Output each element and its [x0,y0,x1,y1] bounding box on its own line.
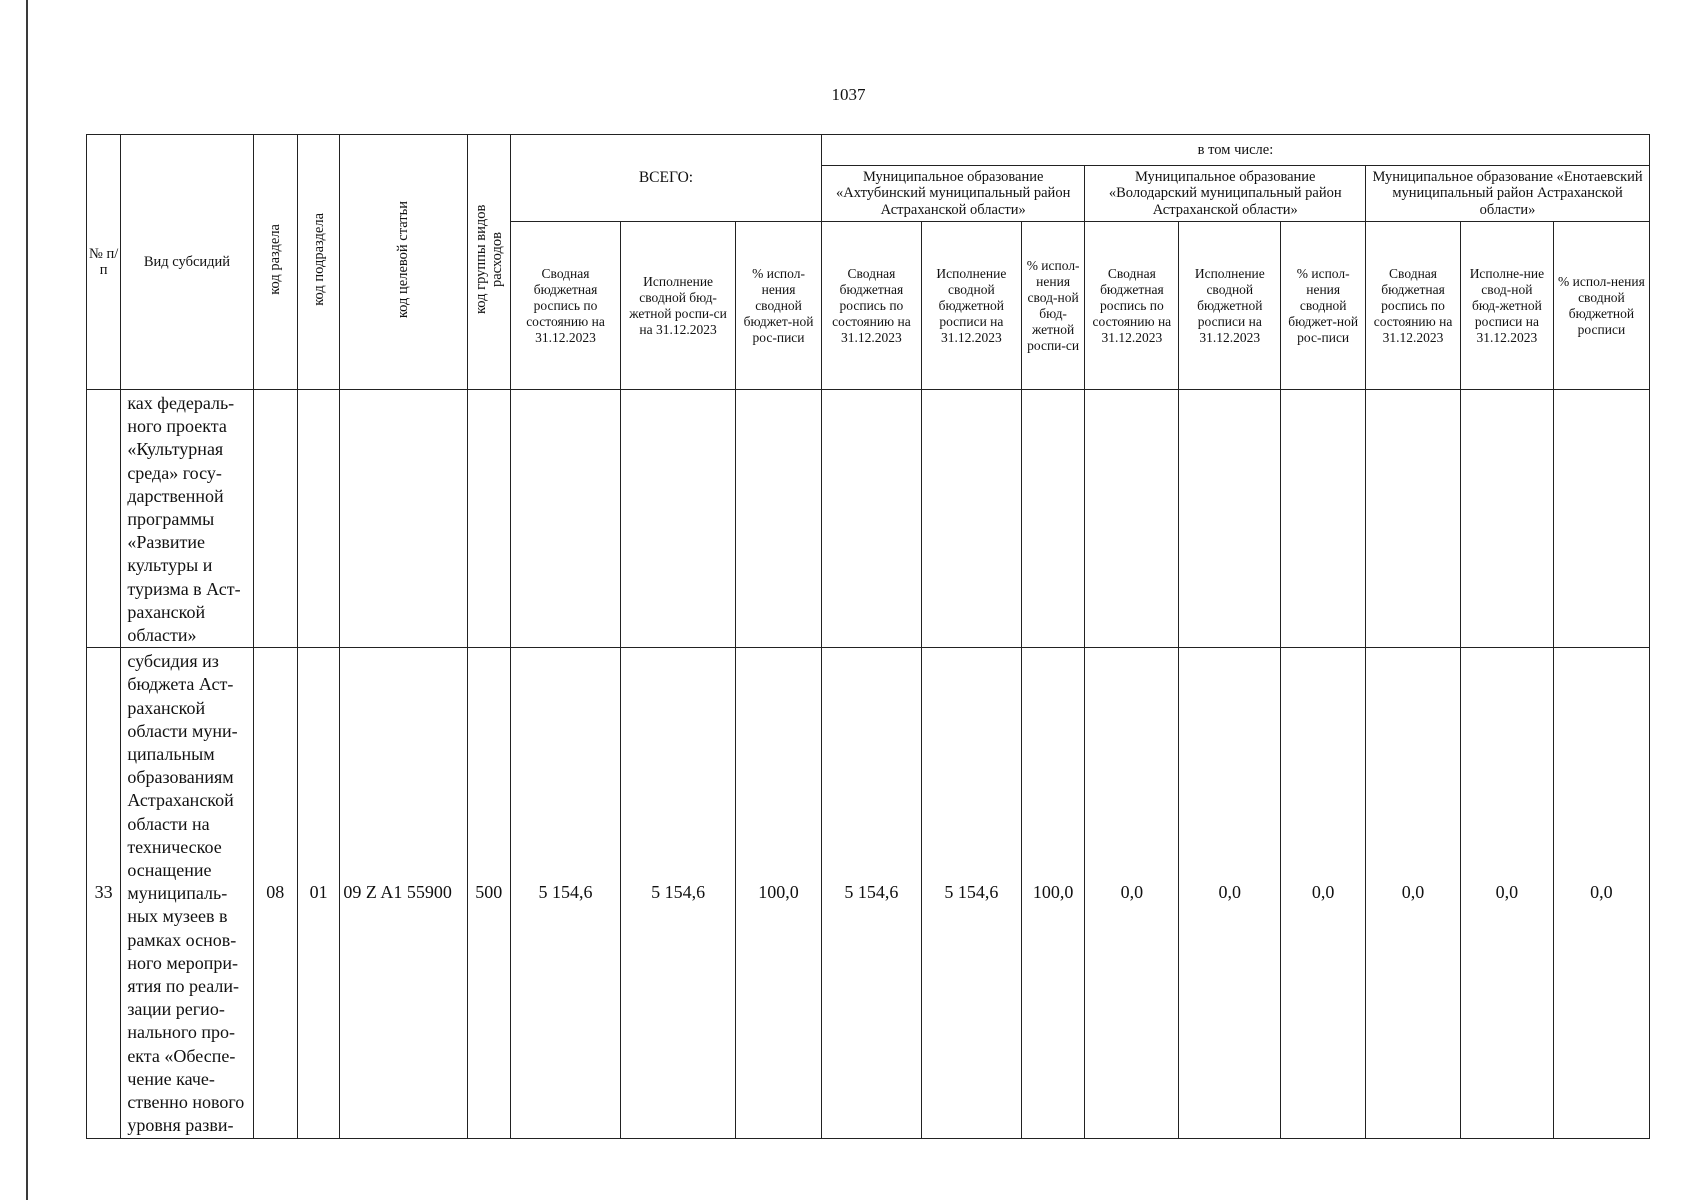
row-m2-budget: 0,0 [1085,648,1179,1138]
header-m2-percent: % испол-нения сводной бюджет-ной рос-писи [1281,222,1366,390]
header-subsection-code: код подраздела [310,213,327,306]
table-row [87,390,1650,648]
header-subsection-code-cell [297,135,339,390]
subsidy-line: зации регио- [127,999,225,1020]
row-m3-budget [1366,390,1461,648]
subsidy-line: нального про- [127,1022,235,1043]
row-m1-budget [821,390,921,648]
row-m1-percent [1021,390,1085,648]
row-expense-group [467,390,510,648]
header-municipality-volodarsky: Муниципальное образование «Володарский муниципальный район Астраханской области» [1085,166,1366,222]
row-expense-group: 500 [467,648,510,1138]
subsidy-table [86,134,1650,1139]
header-section-code-cell [253,135,297,390]
subsidy-line: ного проекта [127,416,227,437]
subsidy-line: программы [127,509,215,530]
row-subsection-code: 01 [297,648,339,1138]
row-m2-execution: 0,0 [1179,648,1281,1138]
subsidy-line: образованиям [127,767,234,788]
header-m3-percent: % испол-нения сводной бюджетной росписи [1553,222,1649,390]
table-row [87,648,1650,1138]
subsidy-line: ного меропри- [127,952,239,973]
subsidy-line: бюджета Аст- [127,674,234,695]
row-m3-execution [1460,390,1553,648]
header-municipality-enotaevsky: Муниципальное образование «Енотаевский муниципальный район Астраханской области» [1366,166,1650,222]
subsidy-line: области муни- [127,720,238,741]
row-section-code: 08 [253,648,297,1138]
subsidy-line: рамках основ- [127,929,237,950]
row-subsidy-type [121,390,253,648]
header-total-percent: % испол-нения сводной бюджет-ной рос-писи [736,222,822,390]
subsidy-line: раханской [127,601,206,622]
header-municipality-akhtubinsky: Муниципальное образование «Ахтубинский муниципальный район Астраханской области» [821,166,1084,222]
row-target-code [340,390,467,648]
header-m1-execution: Исполнение сводной бюджетной росписи на 31.12.2023 [921,222,1021,390]
subsidy-line: ципальным [127,744,215,765]
header-section-code: код раздела [267,224,284,295]
row-num [87,390,121,648]
subsidy-line: культуры и [127,555,213,576]
subsidy-line: уровня разви- [127,1115,234,1136]
row-m2-percent [1281,390,1366,648]
row-total-percent: 100,0 [736,648,822,1138]
header-m3-execution: Исполне-ние свод-ной бюд-жетной росписи на 31.12.2023 [1460,222,1553,390]
header-target-code-cell [340,135,467,390]
row-m3-percent [1553,390,1649,648]
subsidy-line: туризма в Аст- [127,578,241,599]
header-subsidy-type: Вид субсидий [121,135,253,390]
header-total-execution: Исполнение сводной бюд-жетной роспи-си на 31.12.2023 [621,222,736,390]
header-expense-group-cell [467,135,510,390]
subsidy-line: ятия по реали- [127,976,239,997]
header-m1-budget: Сводная бюджетная роспись по состоянию на 31.12.2023 [821,222,921,390]
row-m2-execution [1179,390,1281,648]
row-m1-execution [921,390,1021,648]
header-including: в том числе: [821,135,1649,166]
header-m2-budget: Сводная бюджетная роспись по состоянию на 31.12.2023 [1085,222,1179,390]
subsidy-line: ках федераль- [127,393,235,413]
left-margin-line [26,0,28,1200]
header-total: ВСЕГО: [510,135,821,222]
subsidy-line: техническое [127,836,222,857]
row-m2-budget [1085,390,1179,648]
row-subsidy-type [121,648,253,1138]
header-m2-execution: Исполнение сводной бюджетной росписи на 31.12.2023 [1179,222,1281,390]
subsidy-line: области на [127,813,210,834]
subsidy-line: среда» госу- [127,462,222,483]
row-total-budget: 5 154,6 [510,648,620,1138]
row-m1-execution: 5 154,6 [921,648,1021,1138]
subsidy-line: области» [127,625,197,646]
row-m1-budget: 5 154,6 [821,648,921,1138]
row-m3-execution: 0,0 [1460,648,1553,1138]
subsidy-line: «Развитие [127,532,206,553]
row-total-execution [621,390,736,648]
header-target-code: код целевой статьи [395,200,412,319]
header-m3-budget: Сводная бюджетная роспись по состоянию на 31.12.2023 [1366,222,1461,390]
subsidy-line: Астраханской [127,790,234,811]
row-m1-percent: 100,0 [1021,648,1085,1138]
row-num: 33 [87,648,121,1138]
subsidy-line: екта «Обеспе- [127,1045,236,1066]
header-expense-group-code: код группы видов расходов [472,204,505,315]
header-total-budget: Сводная бюджетная роспись по состоянию на 31.12.2023 [510,222,620,390]
header-num: № п/п [87,135,121,390]
row-total-budget [510,390,620,648]
subsidy-line: ственно нового [127,1092,245,1113]
header-row-1 [87,135,1650,166]
row-total-percent [736,390,822,648]
subsidy-line: «Культурная [127,439,224,460]
subsidy-line: муниципаль- [127,883,228,904]
row-m3-budget: 0,0 [1366,648,1461,1138]
row-m2-percent: 0,0 [1281,648,1366,1138]
page-number: 1037 [831,85,866,104]
subsidy-line: чение каче- [127,1068,215,1089]
row-m3-percent: 0,0 [1553,648,1649,1138]
subsidy-line: дарственной [127,485,224,506]
subsidy-line: раханской [127,697,206,718]
subsidy-line: субсидия из [127,651,219,672]
row-section-code [253,390,297,648]
subsidy-line: ных музеев в [127,906,228,927]
row-total-execution: 5 154,6 [621,648,736,1138]
header-m1-percent: % испол-нения свод-ной бюд-жетной роспи-си [1021,222,1085,390]
row-subsection-code [297,390,339,648]
row-target-code: 09 Z A1 55900 [340,648,467,1138]
subsidy-line: оснащение [127,860,212,881]
